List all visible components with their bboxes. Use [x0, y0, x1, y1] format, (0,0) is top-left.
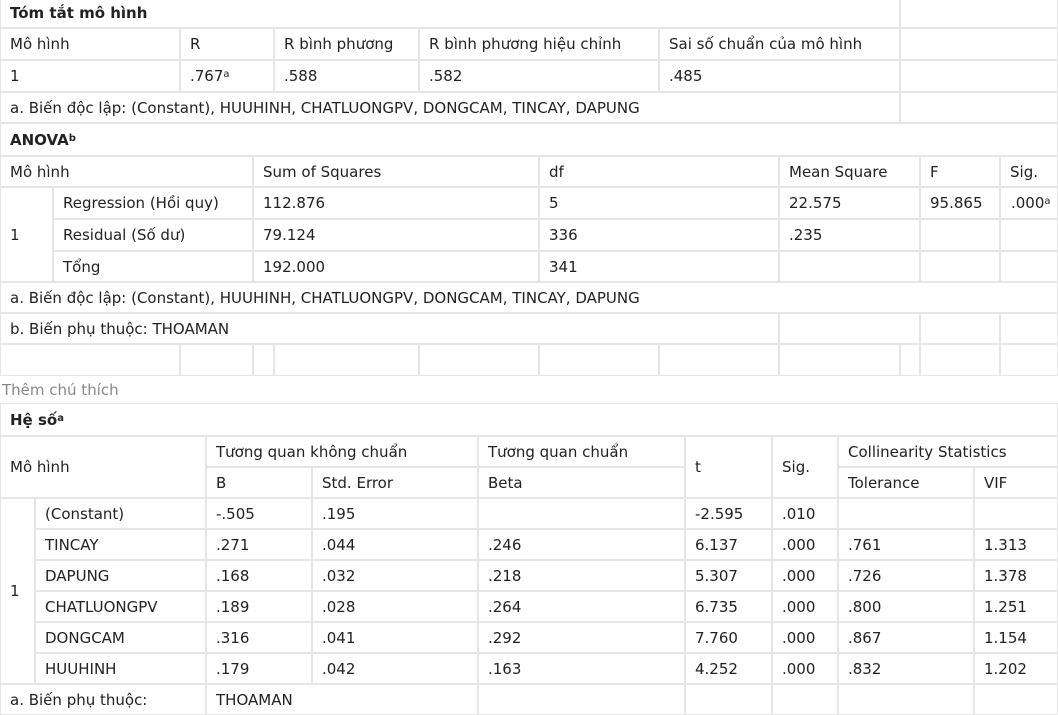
table-cell — [900, 92, 1058, 123]
table-cell: .028 — [312, 591, 478, 622]
table-cell — [478, 498, 685, 529]
row-label: (Constant) — [35, 498, 206, 529]
table-cell: 22.575 — [779, 187, 920, 219]
table-cell: .485 — [659, 60, 900, 92]
column-header: Std. Error — [312, 467, 478, 498]
table-cell: 4.252 — [685, 653, 772, 684]
empty-cell — [0, 344, 180, 376]
table-cell: 1 — [0, 498, 35, 684]
table-cell — [920, 219, 1000, 251]
table-cell — [900, 60, 1058, 92]
table-note: a. Biến phụ thuộc: — [0, 684, 206, 715]
table-cell — [838, 498, 974, 529]
column-header: Mô hình — [0, 28, 180, 60]
table-cell — [900, 0, 1058, 28]
empty-cell — [180, 344, 253, 376]
anova-title: ANOVA $^b$ — [0, 123, 1058, 156]
table-cell — [1000, 251, 1058, 282]
column-header: VIF — [974, 467, 1058, 498]
table-note: a. Biến độc lập: (Constant), HUUHINH, CHATLUONGPV, DONGCAM, TINCAY, DAPUNG — [0, 282, 1058, 313]
column-header: Sig. — [772, 436, 838, 498]
table-cell: .582 — [419, 60, 659, 92]
table-cell: 79.124 — [253, 219, 539, 251]
table-cell: 6.137 — [685, 529, 772, 560]
table-cell: .264 — [478, 591, 685, 622]
column-header: Mean Square — [779, 156, 920, 187]
table-cell: .867 — [838, 622, 974, 653]
row-label: DAPUNG — [35, 560, 206, 591]
column-header: Sai số chuẩn của mô hình — [659, 28, 900, 60]
table-cell — [779, 313, 920, 344]
table-note-value: THOAMAN — [206, 684, 478, 715]
table-cell: .000 — [772, 560, 838, 591]
table-cell: 1 — [0, 187, 53, 282]
table-cell: .316 — [206, 622, 312, 653]
table-cell: 6.735 — [685, 591, 772, 622]
table-note: a. Biến độc lập: (Constant), HUUHINH, CHATLUONGPV, DONGCAM, TINCAY, DAPUNG — [0, 92, 900, 123]
table-cell — [920, 251, 1000, 282]
table-cell: 1.251 — [974, 591, 1058, 622]
table-cell — [974, 684, 1058, 715]
table-cell: .000 — [772, 622, 838, 653]
table-note: b. Biến phụ thuộc: THOAMAN — [0, 313, 779, 344]
empty-cell — [900, 344, 920, 376]
table-cell: .195 — [312, 498, 478, 529]
coefficients-title: Hệ số $^a$ — [0, 403, 1058, 436]
table-cell: 1.202 — [974, 653, 1058, 684]
table-cell — [779, 251, 920, 282]
table-cell: -.505 — [206, 498, 312, 529]
column-header: t — [685, 436, 772, 498]
table-cell: .271 — [206, 529, 312, 560]
row-label: HUUHINH — [35, 653, 206, 684]
empty-cell — [253, 344, 274, 376]
column-header: Collinearity Statistics — [838, 436, 1058, 467]
table-cell: 112.876 — [253, 187, 539, 219]
table-cell: .000 — [772, 653, 838, 684]
column-header: Sig. — [1000, 156, 1058, 187]
table-cell — [1000, 219, 1058, 251]
table-cell: .163 — [478, 653, 685, 684]
add-caption-link[interactable]: Thêm chú thích — [2, 380, 119, 399]
table-cell: .767 $^a$ — [180, 60, 274, 92]
table-cell: .726 — [838, 560, 974, 591]
table-cell: .800 — [838, 591, 974, 622]
column-header: Tương quan chuẩn — [478, 436, 685, 467]
empty-cell — [419, 344, 539, 376]
table-cell: .832 — [838, 653, 974, 684]
table-cell: .179 — [206, 653, 312, 684]
table-cell: 7.760 — [685, 622, 772, 653]
column-header: F — [920, 156, 1000, 187]
table-cell: 1 — [0, 60, 180, 92]
column-header: Sum of Squares — [253, 156, 539, 187]
table-cell: .000 — [772, 591, 838, 622]
empty-cell — [779, 344, 900, 376]
table-cell: .168 — [206, 560, 312, 591]
table-cell — [478, 684, 685, 715]
table-cell: 341 — [539, 251, 779, 282]
table-cell: .235 — [779, 219, 920, 251]
table-cell: 1.313 — [974, 529, 1058, 560]
column-header: B — [206, 467, 312, 498]
row-label: Tổng — [53, 251, 253, 282]
table-cell: .042 — [312, 653, 478, 684]
column-header: Tolerance — [838, 467, 974, 498]
table-cell — [1000, 313, 1058, 344]
table-cell: .189 — [206, 591, 312, 622]
table-cell: .044 — [312, 529, 478, 560]
table-cell — [920, 313, 1000, 344]
empty-cell — [920, 344, 1000, 376]
model-summary-title: Tóm tắt mô hình — [0, 0, 900, 28]
table-cell: .761 — [838, 529, 974, 560]
table-cell: 192.000 — [253, 251, 539, 282]
table-cell: .218 — [478, 560, 685, 591]
table-cell: .032 — [312, 560, 478, 591]
table-cell: 5 — [539, 187, 779, 219]
column-header: df — [539, 156, 779, 187]
empty-cell — [1000, 344, 1058, 376]
column-header: Mô hình — [0, 156, 253, 187]
row-label: CHATLUONGPV — [35, 591, 206, 622]
column-header: R bình phương — [274, 28, 419, 60]
table-cell: 1.154 — [974, 622, 1058, 653]
table-cell — [838, 684, 974, 715]
column-header: Mô hình — [0, 436, 206, 498]
table-cell — [900, 28, 1058, 60]
empty-cell — [659, 344, 779, 376]
table-cell — [974, 498, 1058, 529]
column-header: R bình phương hiệu chỉnh — [419, 28, 659, 60]
empty-cell — [539, 344, 659, 376]
table-cell — [772, 684, 838, 715]
row-label: Residual (Số dư) — [53, 219, 253, 251]
table-cell: -2.595 — [685, 498, 772, 529]
table-cell — [685, 684, 772, 715]
table-cell: .588 — [274, 60, 419, 92]
row-label: DONGCAM — [35, 622, 206, 653]
table-cell: .000 $^a$ — [1000, 187, 1058, 219]
table-cell: .000 — [772, 529, 838, 560]
table-cell: .041 — [312, 622, 478, 653]
column-header: Beta — [478, 467, 685, 498]
table-cell: 95.865 — [920, 187, 1000, 219]
table-cell: .010 — [772, 498, 838, 529]
table-cell: .292 — [478, 622, 685, 653]
column-header: R — [180, 28, 274, 60]
row-label: Regression (Hồi quy) — [53, 187, 253, 219]
row-label: TINCAY — [35, 529, 206, 560]
table-cell: 1.378 — [974, 560, 1058, 591]
column-header: Tương quan không chuẩn — [206, 436, 478, 467]
table-cell: .246 — [478, 529, 685, 560]
table-cell: 5.307 — [685, 560, 772, 591]
empty-cell — [274, 344, 419, 376]
table-cell: 336 — [539, 219, 779, 251]
